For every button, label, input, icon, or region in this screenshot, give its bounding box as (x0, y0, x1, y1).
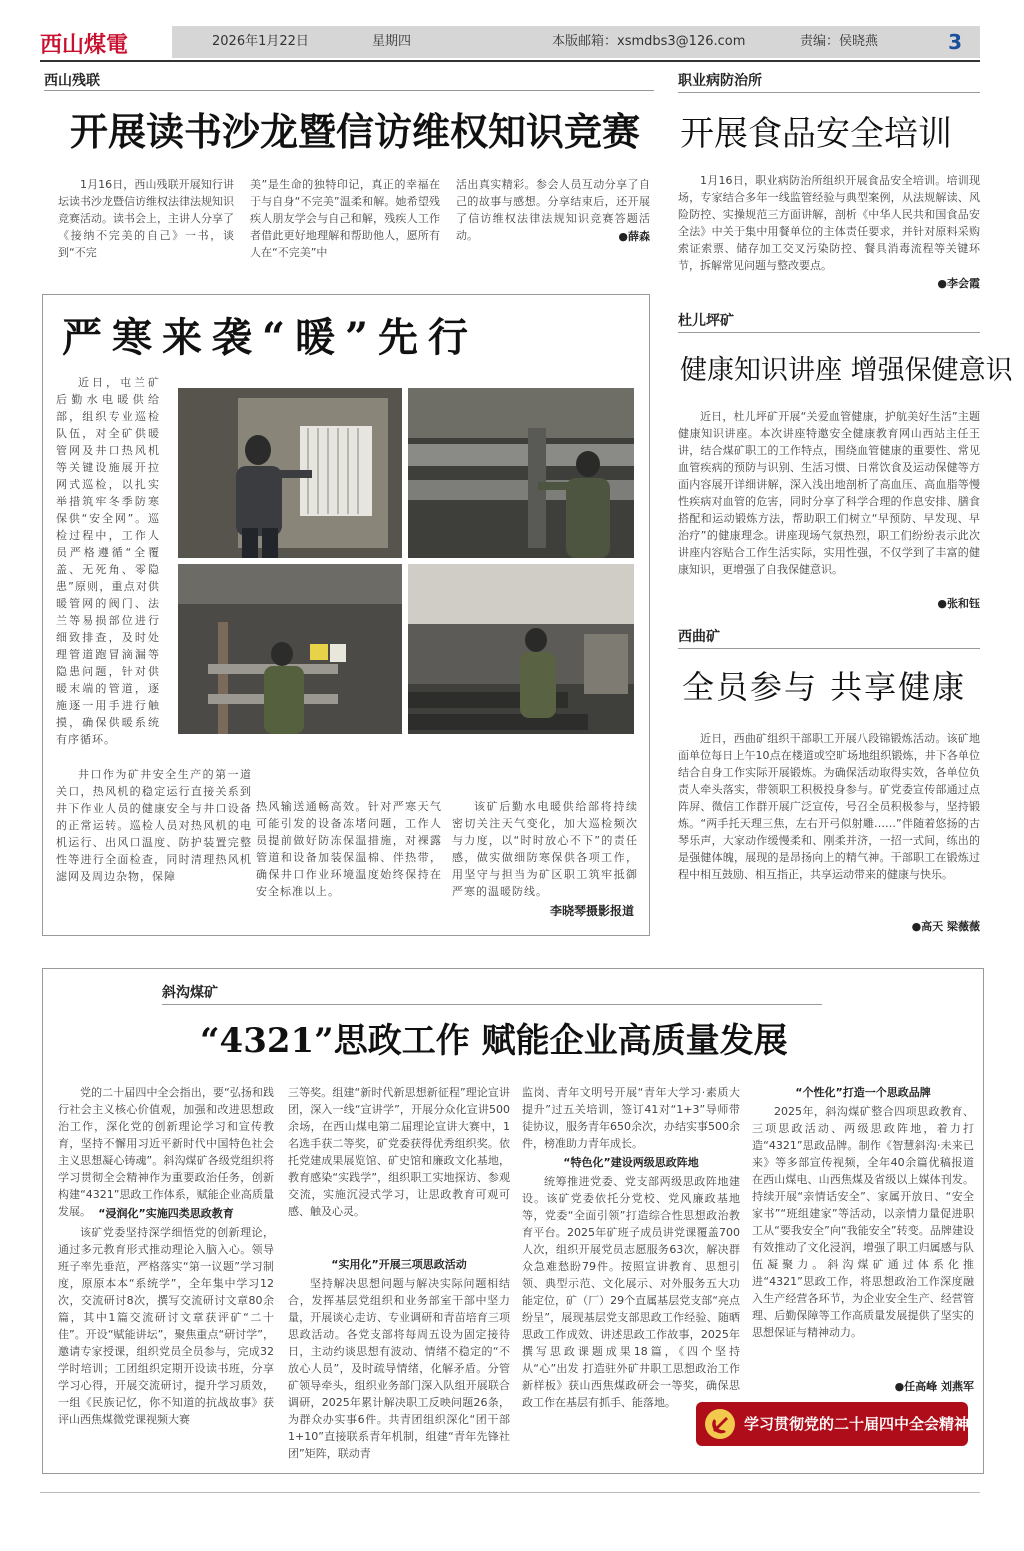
a6-col1-body: 该矿党委坚持深学细悟党的创新理论，通过多元教育形式推动理论入脑入心。领导班子率先垂范，严格落实“第一议题”学习制度，原原本本“系统学”，全年集中学习12次，交流研讨8次，撰写交流研讨文章80余篇，其中1篇交流研讨文章获评矿“二十佳”。开设“赋能讲坛”，聚焦重点“研讨学”，邀请专家授课，组织党员全员参与，完成32学时培训；工团组织定期开设读书班，分享学习心得，开展交流研讨，提升学习质效，一组《民族记忆，你不知道的抗战故事》获评山西焦煤微党课视频大赛 (58, 1226, 274, 1426)
a2-section: 职业病防治所 (678, 73, 762, 89)
a6-subhead-1: “浸润化”实施四类思政教育 (98, 1207, 234, 1220)
a2-headline: 开展食品安全培训 (680, 114, 952, 154)
a6-headline: “4321”思政工作 赋能企业高质量发展 (200, 1021, 788, 1061)
a3-photo-credit: 李晓琴摄影报道 (549, 904, 634, 918)
a3-caption-3: 热风输送通畅高效。针对严寒天气可能引发的设备冻堵问题，工作人员提前做好防冻保温措施，对裸露管道和设备加装保温棉、伴热带，确保井口作业环境温度始终保持在安全标准以上。 (256, 800, 442, 898)
divider (678, 92, 980, 93)
photo-heater-room (178, 564, 402, 734)
divider (678, 332, 980, 333)
study-banner (696, 1402, 968, 1446)
a3-caption-4: 该矿后勤水电暖供给部将持续密切关注天气变化，加大巡检频次与力度，以“时时放心不下”的责任感，做实做细防寒保供各项工作，用坚守与担当为矿区职工筑牢抵御严寒的温暖防线。 (452, 800, 638, 898)
page-email: 本版邮箱：xsmdbs3@126.com (552, 34, 746, 49)
a6-col2-intro: 三等奖。组建“新时代新思想新征程”理论宣讲团，深入一线“宣讲学”，开展分众化宣讲500余场，在西山煤电第二届理论宣讲大赛中，1名选手获二等奖，矿党委获得优秀组织奖。依托党建成果展览馆、矿史馆和廉政文化基地，教育感染“实践学”，组织职工实地探访、参观交流，实施沉浸式学习，让思政教育可观可感、触及心灵。 (288, 1086, 510, 1218)
issue-date: 2026年1月22日 (212, 34, 309, 49)
party-emblem-icon (704, 1408, 736, 1440)
footer-rule (40, 1492, 980, 1493)
a2-body: 1月16日，职业病防治所组织开展食品安全培训。培训现场，专家结合多年一线监管经验与典型案例，从法规解读、风险防控、实操规范三方面讲解，剖析《中华人民共和国食品安全法》中关于集中用餐单位的主体责任要求，并针对原料采购索证索票、储存加工交叉污染防控、餐具消毒流程等关键环节，拆解常见问题与整改要点。 (678, 174, 980, 272)
a6-byline: ●任高峰 刘燕军 (894, 1380, 974, 1393)
a1-col2: 美”是生命的独特印记，真正的幸福在于与自身“不完美”温柔和解。她希望残疾人朋友学会与自己和解，残疾人工作者借此更好地理解和帮助他人，愿所有人在“不完美”中 (250, 178, 440, 259)
a5-headline: 全员参与 共享健康 (682, 668, 967, 706)
a4-section: 杜儿坪矿 (678, 313, 734, 329)
study-banner-text: 学习贯彻党的二十届四中全会精神 (744, 1415, 970, 1433)
a6-subhead-3: “特色化”建设两级思政阵地 (563, 1156, 699, 1169)
a5-byline: ●高天 梁薇薇 (911, 920, 980, 933)
a4-body: 近日，杜儿坪矿开展“关爱血管健康，护航美好生活”主题健康知识讲座。本次讲座特邀安全健康教育网山西站主任王讲，结合煤矿职工的工作特点，围绕血管健康的重要性、常见血管疾病的预防与识别、生活习惯、日常饮食及运动保健等方面内容展开详细讲解，深入浅出地剖析了高血压、高血脂等慢性疾病对血管的危害，同时分享了科学合理的作息安排、膳食搭配和运动锻炼方法，帮助职工们树立“早预防、早发现、早治疗”的健康理念。讲座现场气氛热烈，职工们纷纷表示此次讲座内容贴合工作生活实际，实用性强，不仅学到了丰富的健康知识，更增强了自我保健意识。 (678, 410, 980, 576)
issue-weekday: 星期四 (372, 34, 412, 49)
a5-section: 西曲矿 (678, 629, 720, 645)
a3-headline: 严寒来袭“暖”先行 (62, 314, 479, 361)
a4-byline: ●张和钰 (937, 597, 980, 610)
divider (162, 1004, 822, 1005)
photo-radiator-inspection (178, 388, 402, 558)
a2-byline: ●李会霞 (937, 277, 980, 290)
a1-byline: ●薛森 (618, 230, 650, 243)
a5-body: 近日，西曲矿组织干部职工开展八段锦锻炼活动。该矿地面单位每日上午10点在楼道或空旷场地组织锻炼，井下各单位结合自身工作实际开展锻炼。为确保活动取得实效，各单位负责人牵头落实，带领职工积极投身参与。矿党委宣传部通过点阵屏、微信工作群开展广泛宣传，号召全员积极参与，坚持锻炼。“两手托天理三焦，左右开弓似射雕……”伴随着悠扬的古琴乐声，大家动作缓慢柔和、刚柔并济，一招一式间，练出的是强健体魄，展现的是昂扬向上的精气神。干部职工在锻炼过程中相互鼓励、相互指正，共享运动带来的健康与快乐。 (678, 732, 980, 881)
a6-subhead-2: “实用化”开展三项思政活动 (331, 1258, 467, 1271)
a6-col3-intro: 监岗、青年文明号开展“青年大学习·素质大提升”过五关培训，签订41对“1+3”导师带徒协议，服务青年650余次，办结实事500余件，榜准助力青年成长。 (522, 1086, 740, 1150)
a3-caption-1: 近日，屯兰矿后勤水电暖供给部，组织专业巡检队伍，对全矿供暖管网及井口热风机等关键设施展开拉网式巡检，以扎实举措筑牢冬季防寒保供“安全网”。巡检过程中，工作人员严格遵循“全覆盖、无死角、零隐患”原则，重点对供暖管网的阀门、法兰等易损部位进行细致排查，及时处理管道跑冒滴漏等隐患问题，针对供暖末端的管道，逐施逐一用手进行触摸，确保供暖系统有序循环。 (56, 376, 160, 746)
a6-subhead-4: “个性化”打造一个思政品牌 (795, 1086, 931, 1099)
a6-col1-intro: 党的二十届四中全会指出，要“弘扬和践行社会主义核心价值观，加强和改进思想政治工作，深化党的创新理论学习和宣传教育，坚持不懈用习近平新时代中国特色社会主义思想凝心铸魂”。斜沟煤矿各级党组织将学习贯彻全会精神作为重要政治任务，创新构建“4321”思政工作体系，赋能企业高质量发展。 (58, 1086, 274, 1218)
photo-wellhead-pipes (408, 564, 634, 734)
photo-pipe-inspection (408, 388, 634, 558)
a6-section: 斜沟煤矿 (162, 985, 218, 1001)
divider (44, 90, 654, 91)
a1-col1: 1月16日，西山残联开展知行讲坛读书沙龙暨信访维权法律法规知识竞赛活动。读书会上，主讲人分享了《接纳不完美的自己》一书，谈到“不完 (58, 178, 234, 259)
masthead-bar (172, 26, 980, 58)
masthead-logo: 西山煤電 (40, 32, 129, 58)
a4-headline: 健康知识讲座 增强保健意识 (680, 355, 1013, 386)
a6-col4-body: 2025年，斜沟煤矿整合四项思政教育、三项思政活动、两级思政阵地，着力打造“4321”思政品牌。制作《智慧斜沟·未来已来》等多部宣传视频，全年40余篇优稿报道在西山煤电、山西焦煤及省级以上媒体刊发。持续开展“亲情话安全”、家属开放日、“安全家书”“班组建家”等活动，以亲情力量促进职工从“要我安全”向“我能安全”转变。品牌建设有效推动了文化浸润，增强了职工归属感与队伍凝聚力。斜沟煤矿通过体系化推进“4321”思政工作，将思想政治工作深度融入生产经营各环节，为企业安全生产、经营管理、后勤保障等工作高质量发展提供了坚实的思想保证与精神动力。 (752, 1105, 974, 1339)
a1-section: 西山残联 (44, 73, 100, 89)
page-editor: 责编：侯晓燕 (800, 34, 879, 49)
page-number: 3 (948, 30, 962, 54)
divider (678, 648, 980, 649)
a1-headline: 开展读书沙龙暨信访维权知识竞赛 (70, 109, 641, 154)
a1-col3: 活出真实精彩。参会人员互动分享了自己的故事与感想。分享结束后，还开展了信访维权法律法规知识竞赛答题活动。 (456, 178, 650, 242)
a3-caption-2: 井口作为矿井安全生产的第一道关口，热风机的稳定运行直接关系到井下作业人员的健康安全与井口设备的正常运转。巡检人员对热风机的电机运行、出风口温度、防护装置完整性等进行全面检查，同时清理热风机滤网及周边杂物，保障 (56, 768, 252, 883)
masthead-underline (40, 60, 980, 62)
a6-col3-body: 统筹推进党委、党支部两级思政阵地建设。该矿党委依托分党校、党风廉政基地等，党委“全面引领”打造综合性思想政治教育平台。2025年矿班子成员讲党课覆盖700人次，组织开展党员志愿服务63次，解决群众急难愁盼79件。按照宣讲教育、思想引领、典型示范、文化展示、对外服务五大功能定位，矿（厂）29个直属基层党支部“亮点纷呈”，展现基层党支部思政工作经验、随晒思政工作成效、讲述思政工作故事，2025年撰写思政课题成果18篇，《四个坚持 从“心”出发 打造驻外矿井职工思想政治工作新样板》获山西焦煤政研会一等奖，确保思政工作在基层有抓手、能落地。 (522, 1175, 740, 1409)
a6-col2-body: 坚持解决思想问题与解决实际问题相结合，发挥基层党组织和业务部室干部中坚力量，开展谈心走访、专业调研和青苗培育三项思政活动。各党支部将每周五设为固定接待日，主动约谈思想有波动、情绪不稳定的“不放心人员”，及时疏导情绪，化解矛盾。分管矿领导牵头，组织业务部门深入队组开展联合调研，2025年累计解决职工反映问题26条，为群众办实事6件。共青团组织深化“团干部1+10”直接联系青年机制，组建“青年先锋社团”矩阵，联动青 (288, 1277, 510, 1460)
